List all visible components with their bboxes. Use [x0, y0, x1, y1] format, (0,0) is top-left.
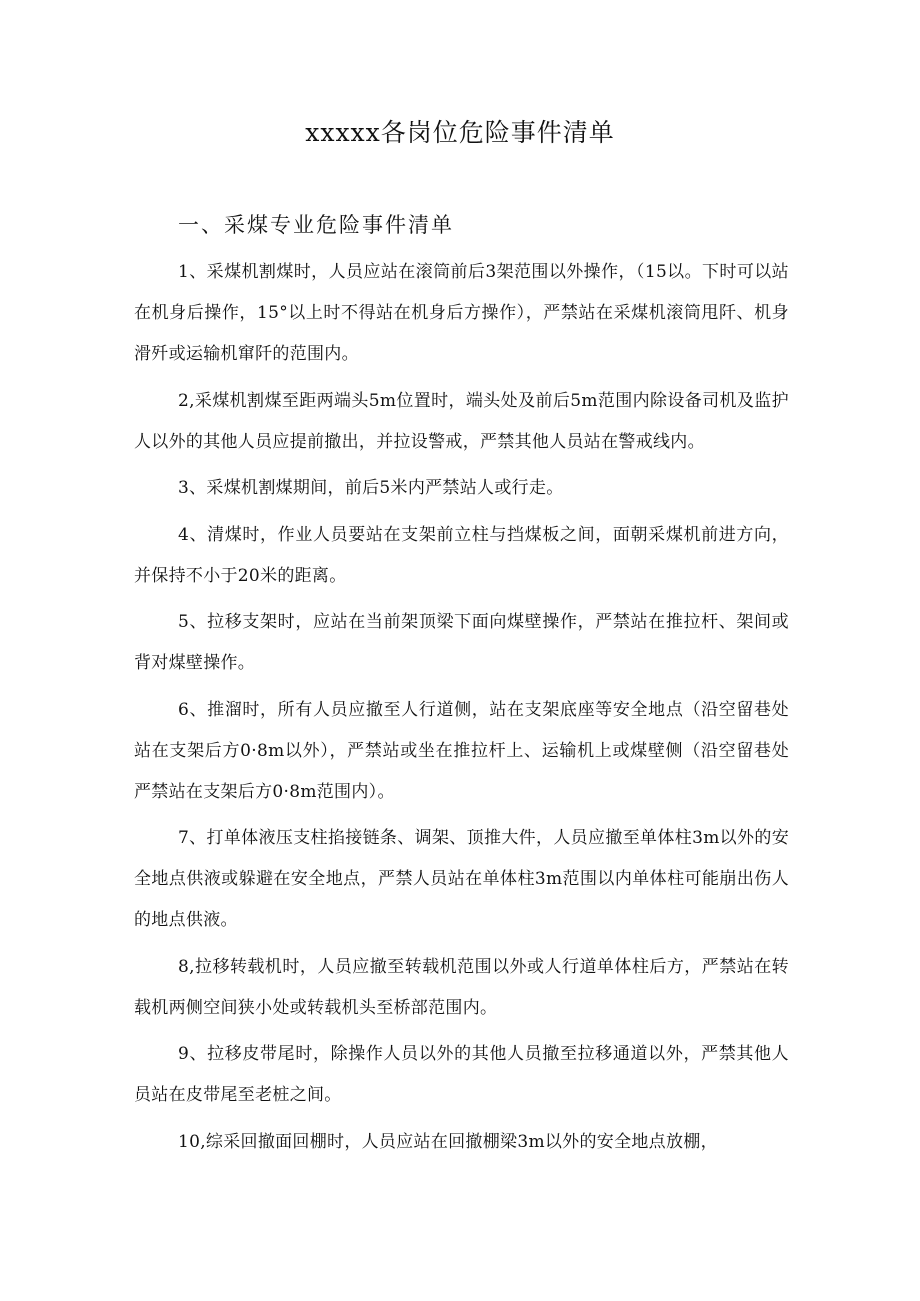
list-item: 6、推溜时，所有人员应撤至人行道侧，站在支架底座等安全地点（沿空留巷处站在支架后方0·8m以外），严禁站或坐在推拉杆上、运输机上或煤壁侧（沿空留巷处严禁站在支架后方0·8m范围内）。 — [134, 699, 789, 802]
list-item: 5、拉移支架时，应站在当前架顶梁下面向煤壁操作，严禁站在推拉杆、架间或背对煤壁操作。 — [134, 612, 789, 673]
document-body — [134, 252, 789, 1168]
list-item: 3、采煤机割煤期间，前后5米内严禁站人或行走。 — [178, 478, 564, 498]
list-item: 1、采煤机割煤时，人员应站在滚筒前后3架范围以外操作，（15以。下时可以站在机身后操作，15°以上时不得站在机身后方操作），严禁站在采煤机滚筒甩阡、机身滑歼或运输机窜阡的范围内。 — [134, 262, 789, 364]
section-heading: 一、采煤专业危险事件清单 — [178, 213, 454, 237]
list-item: 8,拉移转载机时，人员应撤至转载机范围以外或人行道单体柱后方，严禁站在转载机两侧空间狭小处或转载机头至桥部范围内。 — [134, 956, 789, 1018]
list-item: 7、打单体液压支柱掐接链条、调架、顶推大件，人员应撤至单体柱3m以外的安全地点供液或躲避在安全地点，严禁人员站在单体柱3m范围以内单体柱可能崩出伤人的地点供液。 — [134, 828, 789, 930]
list-item: 4、清煤时，作业人员要站在支架前立柱与挡煤板之间，面朝采煤机前进方向，并保持不小于20米的距离。 — [134, 524, 789, 586]
list-item: 9、拉移皮带尾时，除操作人员以外的其他人员撤至拉移通道以外，严禁其他人员站在皮带尾至老桩之间。 — [134, 1044, 789, 1105]
document-title: xxxxx各岗位危险事件清单 — [305, 118, 615, 147]
list-item: 2,采煤机割煤至距两端头5m位置时，端头处及前后5m范围内除设备司机及监护人以外的其他人员应提前撤出，并拉设警戒，严禁其他人员站在警戒线内。 — [134, 390, 789, 452]
list-item: 10,综采回撤面回棚时，人员应站在回撤棚梁3m以外的安全地点放棚， — [178, 1131, 718, 1152]
